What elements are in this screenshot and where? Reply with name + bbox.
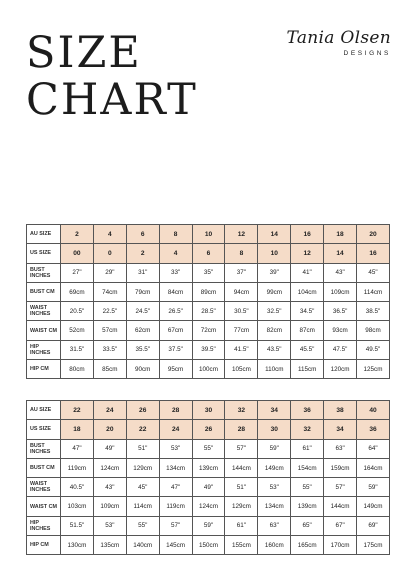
table-cell: 37.5" — [159, 340, 192, 359]
table-cell: 51" — [126, 439, 159, 458]
table-cell: 4 — [159, 244, 192, 263]
table-cell: 109cm — [324, 282, 357, 301]
table-cell: 35.5" — [126, 340, 159, 359]
table-cell: 119cm — [61, 458, 94, 477]
table-row — [27, 360, 390, 379]
table-cell: 22 — [126, 420, 159, 439]
table-cell: 33.5" — [93, 340, 126, 359]
table-cell: 149cm — [258, 458, 291, 477]
table-row — [27, 439, 390, 458]
table-cell: 47" — [61, 439, 94, 458]
table-cell: 34.5" — [291, 302, 324, 321]
table-cell: 20 — [93, 420, 126, 439]
table-cell: 57" — [159, 516, 192, 535]
table-cell: 6 — [192, 244, 225, 263]
brand-name: Tania Olsen — [286, 28, 391, 48]
table-cell: 28 — [225, 420, 258, 439]
table-cell: 61" — [225, 516, 258, 535]
table-cell: 30 — [192, 401, 225, 420]
table-cell: 135cm — [93, 536, 126, 555]
table-cell: 89cm — [192, 282, 225, 301]
table-cell: 52cm — [61, 321, 94, 340]
table-cell: 45" — [357, 263, 390, 282]
table-cell: 125cm — [357, 360, 390, 379]
table-row — [27, 321, 390, 340]
table-cell: 14 — [324, 244, 357, 263]
table-cell: 90cm — [126, 360, 159, 379]
table-cell: 149cm — [357, 497, 390, 516]
table-cell: 109cm — [93, 497, 126, 516]
table-cell: 69" — [357, 516, 390, 535]
row-label: BUST CM — [27, 282, 61, 301]
row-label: HIP INCHES — [27, 516, 61, 535]
table-cell: 82cm — [258, 321, 291, 340]
table-cell: 47" — [159, 478, 192, 497]
table-cell: 29" — [93, 263, 126, 282]
table-cell: 30 — [258, 420, 291, 439]
table-cell: 134cm — [258, 497, 291, 516]
table-cell: 47.5" — [324, 340, 357, 359]
table-cell: 103cm — [61, 497, 94, 516]
row-label: BUST INCHES — [27, 263, 61, 282]
table-cell: 85cm — [93, 360, 126, 379]
page-title — [26, 30, 198, 124]
table-cell: 00 — [61, 244, 94, 263]
table-cell: 34 — [258, 401, 291, 420]
table-cell: 26.5" — [159, 302, 192, 321]
table-cell: 67cm — [159, 321, 192, 340]
table-cell: 61" — [291, 439, 324, 458]
table-cell: 63" — [258, 516, 291, 535]
table-cell: 10 — [258, 244, 291, 263]
table-cell: 4 — [93, 225, 126, 244]
table-cell: 49" — [93, 439, 126, 458]
table-cell: 104cm — [291, 282, 324, 301]
table-cell: 2 — [61, 225, 94, 244]
table-row — [27, 420, 390, 439]
table-cell: 12 — [291, 244, 324, 263]
table-cell: 55" — [291, 478, 324, 497]
table-cell: 28.5" — [192, 302, 225, 321]
table-cell: 22 — [61, 401, 94, 420]
table-cell: 99cm — [258, 282, 291, 301]
table-cell: 39.5" — [192, 340, 225, 359]
table-cell: 150cm — [192, 536, 225, 555]
table-cell: 24.5" — [126, 302, 159, 321]
table-cell: 38.5" — [357, 302, 390, 321]
table-cell: 2 — [126, 244, 159, 263]
table-cell: 63" — [324, 439, 357, 458]
table-row — [27, 401, 390, 420]
table-cell: 55" — [192, 439, 225, 458]
table-cell: 165cm — [291, 536, 324, 555]
table-cell: 32 — [225, 401, 258, 420]
row-label: BUST CM — [27, 458, 61, 477]
table-cell: 8 — [225, 244, 258, 263]
table-cell: 129cm — [126, 458, 159, 477]
table-cell: 79cm — [126, 282, 159, 301]
table-cell: 55" — [126, 516, 159, 535]
table-cell: 49" — [192, 478, 225, 497]
table-cell: 155cm — [225, 536, 258, 555]
table-cell: 139cm — [192, 458, 225, 477]
table-cell: 139cm — [291, 497, 324, 516]
table-cell: 124cm — [192, 497, 225, 516]
table-cell: 98cm — [357, 321, 390, 340]
table-cell: 160cm — [258, 536, 291, 555]
table-cell: 18 — [61, 420, 94, 439]
table-cell: 28 — [159, 401, 192, 420]
table-cell: 43" — [93, 478, 126, 497]
row-label: HIP INCHES — [27, 340, 61, 359]
table-cell: 175cm — [357, 536, 390, 555]
table-cell: 53" — [258, 478, 291, 497]
table-cell: 53" — [93, 516, 126, 535]
row-label: AU SIZE — [27, 225, 61, 244]
row-label: WAIST INCHES — [27, 302, 61, 321]
table-row — [27, 478, 390, 497]
table-cell: 114cm — [126, 497, 159, 516]
table-row — [27, 340, 390, 359]
brand-logo — [287, 28, 392, 57]
row-label: HIP CM — [27, 536, 61, 555]
size-table-plus — [26, 400, 390, 555]
table-cell: 69cm — [61, 282, 94, 301]
table-cell: 36 — [291, 401, 324, 420]
table-cell: 14 — [258, 225, 291, 244]
row-label: AU SIZE — [27, 401, 61, 420]
table-cell: 130cm — [61, 536, 94, 555]
table-row — [27, 244, 390, 263]
table-cell: 8 — [159, 225, 192, 244]
table-cell: 32.5" — [258, 302, 291, 321]
table-cell: 72cm — [192, 321, 225, 340]
table-cell: 39" — [258, 263, 291, 282]
table-cell: 59" — [357, 478, 390, 497]
table-cell: 74cm — [93, 282, 126, 301]
table-cell: 134cm — [159, 458, 192, 477]
table-cell: 16 — [291, 225, 324, 244]
row-label: BUST INCHES — [27, 439, 61, 458]
table-row — [27, 263, 390, 282]
table-row — [27, 282, 390, 301]
row-label: WAIST CM — [27, 497, 61, 516]
table-cell: 31" — [126, 263, 159, 282]
table-cell: 154cm — [291, 458, 324, 477]
table-cell: 43.5" — [258, 340, 291, 359]
table-cell: 41.5" — [225, 340, 258, 359]
table-cell: 16 — [357, 244, 390, 263]
table-cell: 105cm — [225, 360, 258, 379]
table-row — [27, 516, 390, 535]
table-cell: 129cm — [225, 497, 258, 516]
table-cell: 159cm — [324, 458, 357, 477]
table-cell: 41" — [291, 263, 324, 282]
table-cell: 80cm — [61, 360, 94, 379]
table-cell: 77cm — [225, 321, 258, 340]
table-cell: 34 — [324, 420, 357, 439]
table-cell: 6 — [126, 225, 159, 244]
table-cell: 145cm — [159, 536, 192, 555]
title-line-size: SIZE — [26, 28, 142, 78]
row-label: US SIZE — [27, 420, 61, 439]
title-line-chart: CHART — [26, 75, 198, 125]
table-cell: 26 — [126, 401, 159, 420]
table-cell: 140cm — [126, 536, 159, 555]
table-cell: 37" — [225, 263, 258, 282]
table-cell: 67" — [324, 516, 357, 535]
table-cell: 0 — [93, 244, 126, 263]
table-cell: 35" — [192, 263, 225, 282]
table-cell: 114cm — [357, 282, 390, 301]
table-cell: 87cm — [291, 321, 324, 340]
table-cell: 110cm — [258, 360, 291, 379]
table-cell: 38 — [324, 401, 357, 420]
table-cell: 26 — [192, 420, 225, 439]
brand-subtitle: DESIGNS — [343, 50, 391, 57]
table-cell: 119cm — [159, 497, 192, 516]
table-cell: 10 — [192, 225, 225, 244]
table-cell: 57cm — [93, 321, 126, 340]
table-cell: 24 — [159, 420, 192, 439]
table-cell: 40.5" — [61, 478, 94, 497]
table-row — [27, 302, 390, 321]
table-cell: 32 — [291, 420, 324, 439]
row-label: WAIST CM — [27, 321, 61, 340]
table-cell: 43" — [324, 263, 357, 282]
table-cell: 49.5" — [357, 340, 390, 359]
table-cell: 59" — [258, 439, 291, 458]
row-label: HIP CM — [27, 360, 61, 379]
table-cell: 20 — [357, 225, 390, 244]
table-cell: 57" — [225, 439, 258, 458]
table-cell: 22.5" — [93, 302, 126, 321]
table-cell: 45.5" — [291, 340, 324, 359]
table-cell: 45" — [126, 478, 159, 497]
table-cell: 94cm — [225, 282, 258, 301]
table-row — [27, 225, 390, 244]
table-cell: 53" — [159, 439, 192, 458]
table-cell: 20.5" — [61, 302, 94, 321]
table-row — [27, 458, 390, 477]
table-cell: 170cm — [324, 536, 357, 555]
table-cell: 59" — [192, 516, 225, 535]
table-cell: 51" — [225, 478, 258, 497]
table-cell: 40 — [357, 401, 390, 420]
table-cell: 33" — [159, 263, 192, 282]
table-cell: 93cm — [324, 321, 357, 340]
size-table-regular — [26, 224, 390, 379]
table-cell: 12 — [225, 225, 258, 244]
table-cell: 95cm — [159, 360, 192, 379]
table-cell: 27" — [61, 263, 94, 282]
table-row — [27, 497, 390, 516]
table-cell: 124cm — [93, 458, 126, 477]
table-cell: 144cm — [225, 458, 258, 477]
table-row — [27, 536, 390, 555]
table-cell: 164cm — [357, 458, 390, 477]
table-cell: 24 — [93, 401, 126, 420]
table-cell: 57" — [324, 478, 357, 497]
table-cell: 120cm — [324, 360, 357, 379]
table-cell: 65" — [291, 516, 324, 535]
table-cell: 144cm — [324, 497, 357, 516]
table-cell: 18 — [324, 225, 357, 244]
table-cell: 115cm — [291, 360, 324, 379]
table-cell: 51.5" — [61, 516, 94, 535]
table-cell: 36.5" — [324, 302, 357, 321]
table-cell: 30.5" — [225, 302, 258, 321]
table-cell: 64" — [357, 439, 390, 458]
table-cell: 31.5" — [61, 340, 94, 359]
table-cell: 84cm — [159, 282, 192, 301]
row-label: US SIZE — [27, 244, 61, 263]
table-cell: 62cm — [126, 321, 159, 340]
table-cell: 36 — [357, 420, 390, 439]
row-label: WAIST INCHES — [27, 478, 61, 497]
table-cell: 100cm — [192, 360, 225, 379]
